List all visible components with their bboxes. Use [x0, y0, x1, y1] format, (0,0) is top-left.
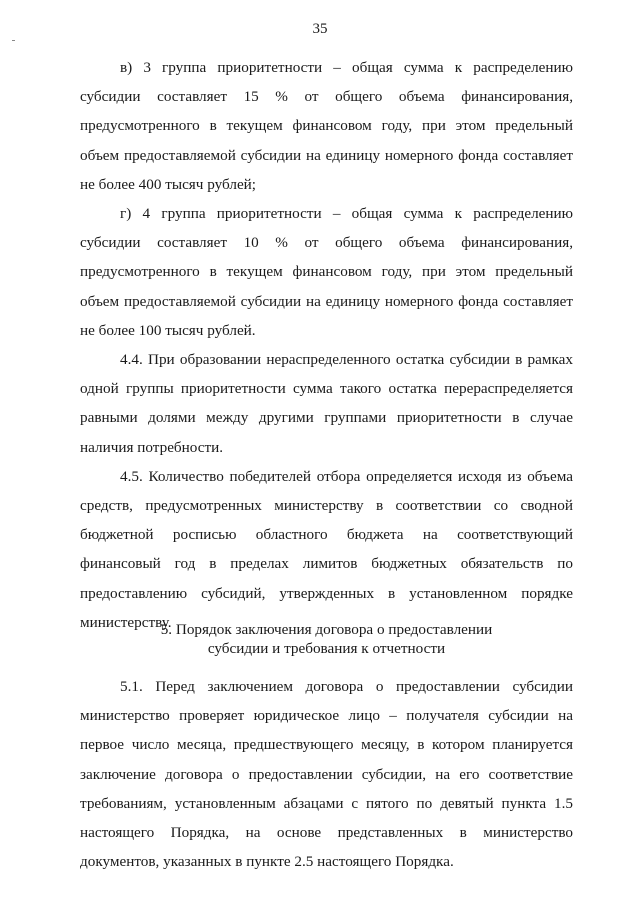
section-heading-line-2: субсидии и требования к отчетности — [207, 640, 446, 657]
paragraph-4-4: 4.4. При образовании нераспределенного остатка субсидии в рамках одной группы приоритетности сумма такого остатка перераспределяется равными долями между другими группами приоритетности в случае наличия потребности. — [80, 351, 573, 456]
body-text-top — [80, 53, 573, 637]
paragraph-4-5: 4.5. Количество победителей отбора определяется исходя из объема средств, предусмотренных министерству в соответствии со сводной бюджетной росписью областного бюджета на соответствующий финансовый год в пределах лимитов бюджетных обязательств по предоставлению субсидий, утвержденных в установленном порядке министерству. — [80, 467, 573, 631]
section-heading-line-1: 5. Порядок заключения договора о предоставлении — [160, 621, 493, 638]
paragraph-4-group: г) 4 группа приоритетности – общая сумма к распределению субсидии составляет 10 % от общего объема финансирования, предусмотренного в текущем финансовом году, при этом предельный объем предоставляемой субсидии на единицу номерного фонда составляет не более 100 тысяч рублей. — [80, 205, 573, 339]
body-text-bottom — [80, 672, 573, 876]
scan-margin-mark — [12, 40, 15, 41]
paragraph-3-group: в) 3 группа приоритетности – общая сумма к распределению субсидии составляет 15 % от общего объема финансирования, предусмотренного в текущем финансовом году, при этом предельный объем предоставляемой субсидии на единицу номерного фонда составляет не более 400 тысяч рублей; — [80, 59, 573, 193]
paragraph-5-1: 5.1. Перед заключением договора о предоставлении субсидии министерство проверяет юридическое лицо – получателя субсидии на первое число месяца, предшествующего месяцу, в котором планируется заключение договора о предоставлении субсидии, на его соответствие требованиям, установленным абзацами с пятого по девятый пункта 1.5 настоящего Порядка, на основе представленных в министерство документов, указанных в пункте 2.5 настоящего Порядка. — [80, 678, 573, 871]
section-heading — [80, 620, 573, 658]
page-number: 35 — [312, 21, 328, 37]
